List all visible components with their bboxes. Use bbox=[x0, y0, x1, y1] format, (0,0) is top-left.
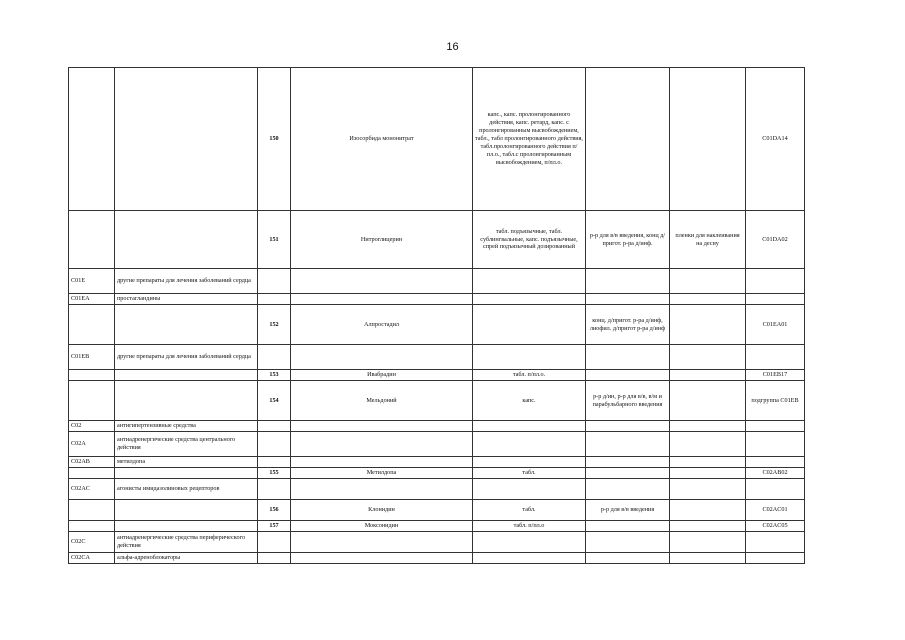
parenteral-form-cell: р-р д/ин, р-р для в/в, в/м и парабульбарного введения bbox=[586, 381, 670, 421]
table-row bbox=[69, 211, 805, 269]
atc-code-cell bbox=[69, 305, 115, 345]
group-name-cell bbox=[115, 370, 258, 381]
other-form-cell bbox=[670, 269, 746, 294]
other-form-cell bbox=[670, 521, 746, 532]
dosage-form-cell bbox=[473, 269, 586, 294]
atc-code-cell: C01E bbox=[69, 269, 115, 294]
group-name-cell: агонисты имидазолиновых рецепторов bbox=[115, 479, 258, 500]
row-number-cell: 152 bbox=[258, 305, 291, 345]
drug-name-cell bbox=[291, 421, 473, 432]
atc-code-result-cell: C01DA02 bbox=[746, 211, 805, 269]
group-name-cell bbox=[115, 468, 258, 479]
parenteral-form-cell: конц. д/пригот. р-ра д/инф, лиофил. д/пригот р-ра д/инф bbox=[586, 305, 670, 345]
group-name-cell: другие препараты для лечения заболеваний сердца bbox=[115, 269, 258, 294]
parenteral-form-cell bbox=[586, 553, 670, 564]
group-name-cell: метилдопа bbox=[115, 457, 258, 468]
atc-code-result-cell: C02AC05 bbox=[746, 521, 805, 532]
row-number-cell: 150 bbox=[258, 68, 291, 211]
atc-code-cell bbox=[69, 468, 115, 479]
dosage-form-cell: табл. подъязычные, табл. сублингвальные, капс. подъязычные, спрей подъязычный дозированный bbox=[473, 211, 586, 269]
table-row bbox=[69, 345, 805, 370]
drug-name-cell: Метилдопа bbox=[291, 468, 473, 479]
drug-name-cell: Моксонидин bbox=[291, 521, 473, 532]
row-number-cell bbox=[258, 294, 291, 305]
atc-code-result-cell bbox=[746, 432, 805, 457]
group-name-cell: антиадренергические средства центрального действия bbox=[115, 432, 258, 457]
other-form-cell bbox=[670, 479, 746, 500]
dosage-form-cell bbox=[473, 532, 586, 553]
drug-name-cell: Клонидин bbox=[291, 500, 473, 521]
group-name-cell bbox=[115, 500, 258, 521]
dosage-form-cell bbox=[473, 553, 586, 564]
group-name-cell bbox=[115, 68, 258, 211]
drug-name-cell: Мельдоний bbox=[291, 381, 473, 421]
row-number-cell: 156 bbox=[258, 500, 291, 521]
atc-code-cell bbox=[69, 211, 115, 269]
dosage-form-cell bbox=[473, 432, 586, 457]
dosage-form-cell: табл. п/пл.о bbox=[473, 521, 586, 532]
other-form-cell bbox=[670, 457, 746, 468]
atc-code-cell bbox=[69, 500, 115, 521]
atc-code-result-cell bbox=[746, 345, 805, 370]
group-name-cell bbox=[115, 381, 258, 421]
atc-code-cell: C02CA bbox=[69, 553, 115, 564]
atc-code-cell bbox=[69, 521, 115, 532]
other-form-cell bbox=[670, 370, 746, 381]
table-row bbox=[69, 479, 805, 500]
parenteral-form-cell bbox=[586, 370, 670, 381]
group-name-cell bbox=[115, 211, 258, 269]
page-number: 16 bbox=[446, 41, 459, 53]
group-name-cell: антигипертензивные средства bbox=[115, 421, 258, 432]
atc-code-cell bbox=[69, 381, 115, 421]
row-number-cell bbox=[258, 432, 291, 457]
atc-code-result-cell bbox=[746, 269, 805, 294]
atc-code-result-cell: C01EA01 bbox=[746, 305, 805, 345]
parenteral-form-cell bbox=[586, 468, 670, 479]
drug-name-cell bbox=[291, 479, 473, 500]
dosage-form-cell bbox=[473, 457, 586, 468]
dosage-form-cell: табл. bbox=[473, 500, 586, 521]
dosage-form-cell bbox=[473, 305, 586, 345]
row-number-cell bbox=[258, 269, 291, 294]
group-name-cell: антиадренергические средства периферического действия bbox=[115, 532, 258, 553]
drug-name-cell bbox=[291, 457, 473, 468]
parenteral-form-cell bbox=[586, 294, 670, 305]
row-number-cell: 155 bbox=[258, 468, 291, 479]
parenteral-form-cell bbox=[586, 479, 670, 500]
other-form-cell bbox=[670, 500, 746, 521]
row-number-cell bbox=[258, 457, 291, 468]
atc-code-result-cell bbox=[746, 421, 805, 432]
group-name-cell bbox=[115, 521, 258, 532]
atc-code-cell: C02 bbox=[69, 421, 115, 432]
table-row bbox=[69, 532, 805, 553]
table-row bbox=[69, 432, 805, 457]
table-row bbox=[69, 269, 805, 294]
other-form-cell bbox=[670, 468, 746, 479]
drug-name-cell bbox=[291, 345, 473, 370]
atc-code-result-cell: C02AC01 bbox=[746, 500, 805, 521]
dosage-form-cell bbox=[473, 345, 586, 370]
atc-code-result-cell bbox=[746, 532, 805, 553]
drug-name-cell: Нитроглицерин bbox=[291, 211, 473, 269]
parenteral-form-cell bbox=[586, 521, 670, 532]
table-row bbox=[69, 305, 805, 345]
dosage-form-cell: табл. bbox=[473, 468, 586, 479]
row-number-cell: 154 bbox=[258, 381, 291, 421]
parenteral-form-cell bbox=[586, 68, 670, 211]
group-name-cell: другие препараты для лечения заболеваний сердца bbox=[115, 345, 258, 370]
row-number-cell bbox=[258, 421, 291, 432]
atc-code-result-cell bbox=[746, 294, 805, 305]
table-row bbox=[69, 370, 805, 381]
drug-name-cell: Ивабрадин bbox=[291, 370, 473, 381]
row-number-cell bbox=[258, 345, 291, 370]
table-row bbox=[69, 500, 805, 521]
drug-table bbox=[68, 67, 805, 564]
group-name-cell bbox=[115, 305, 258, 345]
other-form-cell bbox=[670, 68, 746, 211]
atc-code-cell: C01EA bbox=[69, 294, 115, 305]
table-row bbox=[69, 457, 805, 468]
drug-name-cell bbox=[291, 432, 473, 457]
atc-code-result-cell: C01EB17 bbox=[746, 370, 805, 381]
parenteral-form-cell: р-р для в/в введения bbox=[586, 500, 670, 521]
atc-code-cell bbox=[69, 68, 115, 211]
drug-name-cell bbox=[291, 553, 473, 564]
drug-name-cell: Алпростадил bbox=[291, 305, 473, 345]
dosage-form-cell: капс. bbox=[473, 381, 586, 421]
atc-code-cell: C02C bbox=[69, 532, 115, 553]
row-number-cell bbox=[258, 553, 291, 564]
table-row bbox=[69, 468, 805, 479]
table-row bbox=[69, 553, 805, 564]
atc-code-cell: C02AB bbox=[69, 457, 115, 468]
other-form-cell bbox=[670, 305, 746, 345]
group-name-cell: альфа-адреноблокаторы bbox=[115, 553, 258, 564]
other-form-cell bbox=[670, 532, 746, 553]
dosage-form-cell bbox=[473, 421, 586, 432]
atc-code-cell bbox=[69, 370, 115, 381]
other-form-cell bbox=[670, 345, 746, 370]
parenteral-form-cell: р-р для в/в введения, конц д/пригот. р-ра д/инф. bbox=[586, 211, 670, 269]
other-form-cell bbox=[670, 553, 746, 564]
row-number-cell bbox=[258, 532, 291, 553]
other-form-cell bbox=[670, 421, 746, 432]
dosage-form-cell: капс., капс. пролонгированного действия, капс. ретард, капс. с пролонгированным высвобождением, табл., табл пролонгированного действия, табл.пролонгированного действия п/пл.о., табл.с пролонгированным высвобождением, п/пл.о. bbox=[473, 68, 586, 211]
parenteral-form-cell bbox=[586, 345, 670, 370]
atc-code-cell: C02AC bbox=[69, 479, 115, 500]
table-row bbox=[69, 421, 805, 432]
row-number-cell: 157 bbox=[258, 521, 291, 532]
dosage-form-cell bbox=[473, 294, 586, 305]
other-form-cell: пленки для наклеивания на десну bbox=[670, 211, 746, 269]
parenteral-form-cell bbox=[586, 532, 670, 553]
table-row bbox=[69, 68, 805, 211]
atc-code-cell: C01EB bbox=[69, 345, 115, 370]
atc-code-result-cell: подгруппа C01EB bbox=[746, 381, 805, 421]
atc-code-cell: C02A bbox=[69, 432, 115, 457]
table-row bbox=[69, 294, 805, 305]
parenteral-form-cell bbox=[586, 457, 670, 468]
table-row bbox=[69, 381, 805, 421]
drug-name-cell: Изосорбида мононитрат bbox=[291, 68, 473, 211]
drug-name-cell bbox=[291, 532, 473, 553]
other-form-cell bbox=[670, 381, 746, 421]
parenteral-form-cell bbox=[586, 421, 670, 432]
row-number-cell bbox=[258, 479, 291, 500]
table-row bbox=[69, 521, 805, 532]
other-form-cell bbox=[670, 432, 746, 457]
atc-code-result-cell: C02AB02 bbox=[746, 468, 805, 479]
other-form-cell bbox=[670, 294, 746, 305]
atc-code-result-cell bbox=[746, 457, 805, 468]
dosage-form-cell bbox=[473, 479, 586, 500]
group-name-cell: простагландины bbox=[115, 294, 258, 305]
parenteral-form-cell bbox=[586, 269, 670, 294]
row-number-cell: 151 bbox=[258, 211, 291, 269]
atc-code-result-cell bbox=[746, 553, 805, 564]
parenteral-form-cell bbox=[586, 432, 670, 457]
atc-code-result-cell: C01DA14 bbox=[746, 68, 805, 211]
drug-name-cell bbox=[291, 294, 473, 305]
dosage-form-cell: табл. п/пл.о. bbox=[473, 370, 586, 381]
atc-code-result-cell bbox=[746, 479, 805, 500]
row-number-cell: 153 bbox=[258, 370, 291, 381]
drug-name-cell bbox=[291, 269, 473, 294]
